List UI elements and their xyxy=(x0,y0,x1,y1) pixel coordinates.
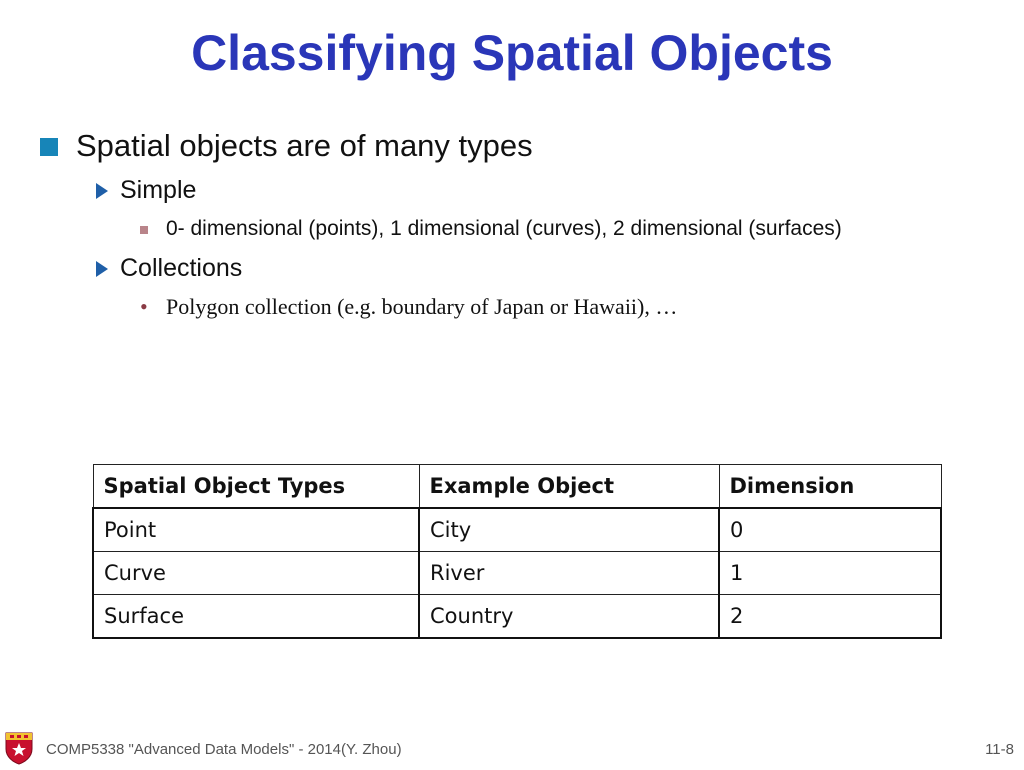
table-header-cell: Spatial Object Types xyxy=(93,465,419,509)
table-cell: Country xyxy=(419,595,719,639)
table-header-cell: Example Object xyxy=(419,465,719,509)
table-cell: City xyxy=(419,508,719,552)
table-cell: Curve xyxy=(93,552,419,595)
bullet-level1-text: Spatial objects are of many types xyxy=(76,128,533,163)
table-cell: 1 xyxy=(719,552,941,595)
triangle-bullet-icon xyxy=(96,183,108,199)
university-crest-icon xyxy=(4,731,34,765)
small-square-bullet-icon xyxy=(140,226,148,234)
table-row xyxy=(93,595,941,639)
bullet-collections-detail-text: Polygon collection (e.g. boundary of Japan or Hawaii), … xyxy=(166,294,678,319)
table-cell: Surface xyxy=(93,595,419,639)
table-cell: 2 xyxy=(719,595,941,639)
table-cell: 0 xyxy=(719,508,941,552)
footer-course-text: COMP5338 "Advanced Data Models" - 2014(Y. Zhou) xyxy=(46,741,402,758)
table-cell: River xyxy=(419,552,719,595)
table-header-cell: Dimension xyxy=(719,465,941,509)
dot-bullet-icon: • xyxy=(140,294,148,319)
table-row xyxy=(93,552,941,595)
bullet-simple-text: Simple xyxy=(120,176,197,204)
footer-page-number: 11-8 xyxy=(985,741,1014,758)
table-cell: Point xyxy=(93,508,419,552)
spatial-object-table xyxy=(92,464,942,639)
bullet-collections-text: Collections xyxy=(120,254,243,282)
table-row xyxy=(93,508,941,552)
triangle-bullet-icon xyxy=(96,261,108,277)
table-header-row xyxy=(93,465,941,509)
bullet-simple-detail-text: 0- dimensional (points), 1 dimensional (curves), 2 dimensional (surfaces) xyxy=(166,217,842,240)
square-bullet-icon xyxy=(40,138,58,156)
slide-title: Classifying Spatial Objects xyxy=(191,25,833,81)
